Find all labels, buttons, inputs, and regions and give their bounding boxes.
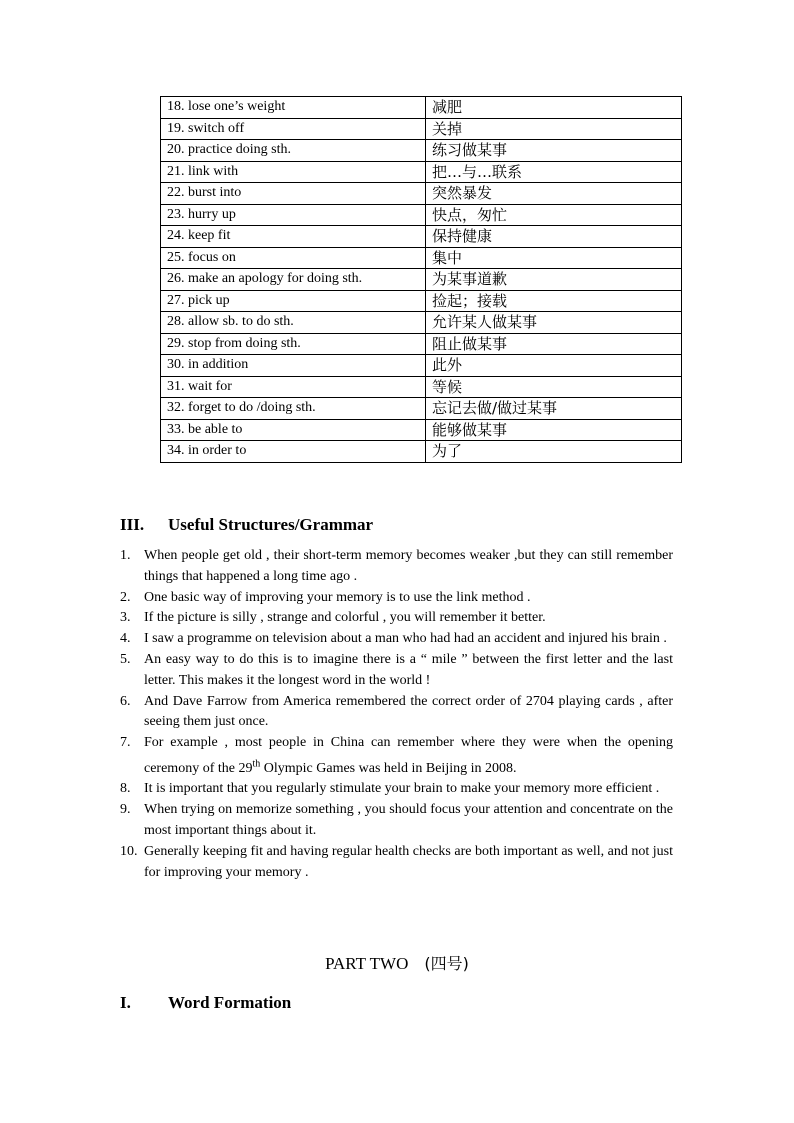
table-row	[161, 140, 682, 162]
meaning-cell: 为了	[426, 441, 682, 463]
meaning-cell: 等候	[426, 376, 682, 398]
meaning-cell: 突然暴发	[426, 183, 682, 205]
item-text: And Dave Farrow from America remembered the correct order of 2704 playing cards , after seeing them just once.	[144, 693, 673, 730]
list-item	[120, 692, 673, 734]
list-item	[120, 650, 673, 692]
item-text	[144, 735, 673, 775]
section-title: Word Formation	[168, 993, 292, 1012]
phrase-cell: 31. wait for	[161, 376, 426, 398]
list-item	[120, 800, 673, 842]
item-number: 6.	[120, 693, 131, 709]
table-row	[161, 312, 682, 334]
phrase-cell: 19. switch off	[161, 118, 426, 140]
meaning-cell: 此外	[426, 355, 682, 377]
table-row	[161, 247, 682, 269]
list-item	[120, 546, 673, 588]
item-number: 3.	[120, 610, 131, 626]
table-row	[161, 269, 682, 291]
phrase-cell: 20. practice doing sth.	[161, 140, 426, 162]
item-number: 1.	[120, 548, 131, 563]
table-row	[161, 376, 682, 398]
item-number: 5.	[120, 651, 131, 667]
table-row	[161, 290, 682, 312]
meaning-cell: 能够做某事	[426, 419, 682, 441]
item-number: 2.	[120, 589, 131, 605]
section-title: Useful Structures/Grammar	[168, 515, 374, 534]
phrase-cell: 26. make an apology for doing sth.	[161, 269, 426, 291]
item-text: I saw a programme on television about a man who had had an accident and injured his brain .	[144, 631, 667, 647]
list-item	[120, 608, 673, 629]
phrase-cell: 22. burst into	[161, 183, 426, 205]
item-number: 10.	[120, 843, 138, 859]
meaning-cell: 忘记去做/做过某事	[426, 398, 682, 420]
ordinal-suffix: th	[252, 757, 261, 769]
phrase-cell: 33. be able to	[161, 419, 426, 441]
meaning-cell: 把…与…联系	[426, 161, 682, 183]
table-row	[161, 183, 682, 205]
phrase-cell: 27. pick up	[161, 290, 426, 312]
section-number: III.	[120, 515, 145, 534]
table-row	[161, 419, 682, 441]
phrase-cell: 34. in order to	[161, 441, 426, 463]
item-number: 8.	[120, 781, 131, 797]
phrase-cell: 29. stop from doing sth.	[161, 333, 426, 355]
table-row	[161, 441, 682, 463]
phrase-cell: 24. keep fit	[161, 226, 426, 248]
item-text: One basic way of improving your memory is to use the link method .	[144, 589, 531, 605]
meaning-cell: 集中	[426, 247, 682, 269]
list-item	[120, 779, 673, 800]
table-row	[161, 355, 682, 377]
grammar-list	[120, 546, 673, 883]
item-text: When people get old , their short-term memory becomes weaker ,but they can still remember things that happened a long time ago .	[144, 548, 673, 584]
item-text: It is important that you regularly stimulate your brain to make your memory more efficient .	[144, 781, 660, 797]
item-text-end: Olympic Games was held in Beijing in 2008.	[260, 760, 517, 776]
part-two-heading	[0, 951, 794, 974]
meaning-cell: 减肥	[426, 97, 682, 119]
phrase-cell: 23. hurry up	[161, 204, 426, 226]
meaning-cell: 快点，匆忙	[426, 204, 682, 226]
item-number: 7.	[120, 735, 131, 751]
table-row	[161, 97, 682, 119]
item-text-start: For example , most people in China can remember where they were when the opening ceremony of the 29	[144, 735, 673, 776]
meaning-cell: 为某事道歉	[426, 269, 682, 291]
item-number: 9.	[120, 802, 131, 818]
vocabulary-table	[160, 96, 682, 463]
table-row	[161, 118, 682, 140]
table-row	[161, 333, 682, 355]
list-item	[120, 842, 673, 884]
item-text: When trying on memorize something , you should focus your attention and concentrate on the most important things about it.	[144, 802, 673, 839]
item-text: If the picture is silly , strange and colorful , you will remember it better.	[144, 610, 546, 626]
meaning-cell: 捡起；接载	[426, 290, 682, 312]
meaning-cell: 练习做某事	[426, 140, 682, 162]
meaning-cell: 关掉	[426, 118, 682, 140]
table-row	[161, 204, 682, 226]
phrase-cell: 18. lose one’s weight	[161, 97, 426, 119]
list-item	[120, 733, 673, 779]
table-row	[161, 161, 682, 183]
meaning-cell: 阻止做某事	[426, 333, 682, 355]
list-item	[120, 588, 673, 609]
phrase-cell: 25. focus on	[161, 247, 426, 269]
item-text: An easy way to do this is to imagine there is a “ mile ” between the first letter and the last letter. This makes it the longest word in the world !	[144, 651, 673, 688]
meaning-cell: 允许某人做某事	[426, 312, 682, 334]
phrase-cell: 28. allow sb. to do sth.	[161, 312, 426, 334]
part-two-note: (四号)	[424, 954, 469, 973]
phrase-cell: 21. link with	[161, 161, 426, 183]
section-number: I.	[120, 993, 131, 1012]
table-row	[161, 226, 682, 248]
phrase-cell: 32. forget to do /doing sth.	[161, 398, 426, 420]
table-row	[161, 398, 682, 420]
list-item	[120, 629, 673, 650]
meaning-cell: 保持健康	[426, 226, 682, 248]
part-two-label: PART TWO	[325, 954, 409, 973]
item-number: 4.	[120, 631, 131, 647]
phrase-cell: 30. in addition	[161, 355, 426, 377]
item-text: Generally keeping fit and having regular health checks are both important as well, and not just for improving your memory .	[144, 843, 673, 880]
